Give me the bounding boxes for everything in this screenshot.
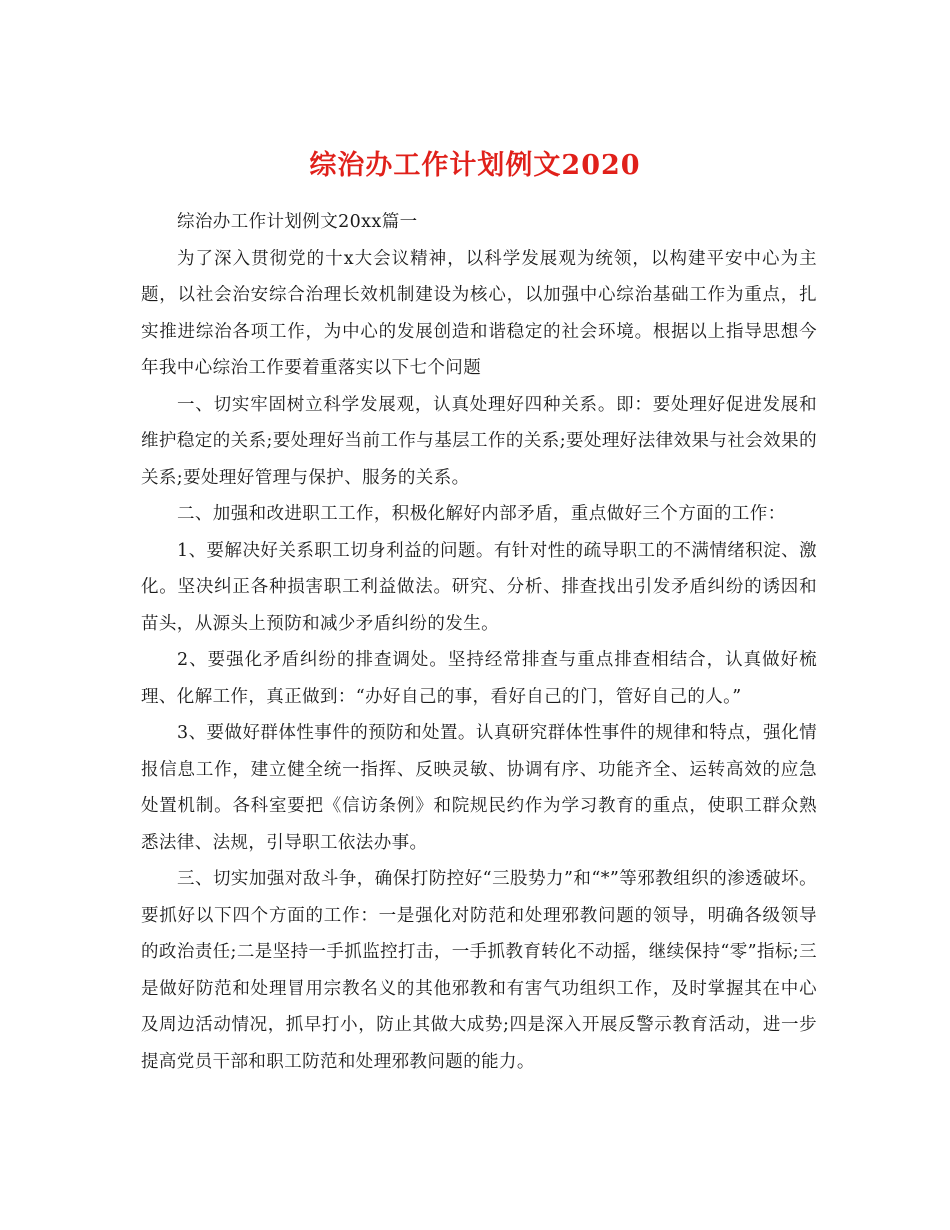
document-body [141,204,817,1080]
section-heading: 综治办工作计划例文20xx篇一 [177,212,418,232]
paragraph-item-3: 3、要做好群体性事件的预防和处置。认真研究群体性事件的规律和特点，强化情报信息工作，建立健全统一指挥、反映灵敏、协调有序、功能齐全、运转高效的应急处置机制。各科室要把《信访条例》和院规民约作为学习教育的重点，使职工群众熟悉法律、法规，引导职工依法办事。 [141,723,817,853]
paragraph-item-1: 1、要解决好关系职工切身利益的问题。有针对性的疏导职工的不满情绪积淀、激化。坚决纠正各种损害职工利益做法。研究、分析、排查找出引发矛盾纠纷的诱因和苗头，从源头上预防和减少矛盾纠纷的发生。 [141,540,817,634]
paragraph-item-2: 2、要强化矛盾纠纷的排查调处。坚持经常排查与重点排查相结合，认真做好梳理、化解工作，真正做到：“办好自己的事，看好自己的门，管好自己的人。” [141,650,817,707]
paragraph-section-2: 二、加强和改进职工工作，积极化解好内部矛盾，重点做好三个方面的工作： [177,504,786,524]
paragraph-intro: 为了深入贯彻党的十x大会议精神，以科学发展观为统领，以构建平安中心为主题，以社会治安综合治理长效机制建设为核心，以加强中心综治基础工作为重点，扎实推进综治各项工作，为中心的发展创造和谐稳定的社会环境。根据以上指导思想今年我中心综治工作要着重落实以下七个问题 [141,248,817,378]
paragraph-section-1: 一、切实牢固树立科学发展观，认真处理好四种关系。即：要处理好促进发展和维护稳定的关系;要处理好当前工作与基层工作的关系;要处理好法律效果与社会效果的关系;要处理好管理与保护、服务的关系。 [141,394,817,488]
document-title: 综治办工作计划例文2020 [309,150,641,182]
paragraph-section-3: 三、切实加强对敌斗争，确保打防控好“三股势力”和“*”等邪教组织的渗透破坏。要抓好以下四个方面的工作：一是强化对防范和处理邪教问题的领导，明确各级领导的政治责任;二是坚持一手抓监控打击，一手抓教育转化不动摇，继续保持“零”指标;三是做好防范和处理冒用宗教名义的其他邪教和有害气功组织工作，及时掌握其在中心及周边活动情况，抓早打小，防止其做大成势;四是深入开展反警示教育活动，进一步提高党员干部和职工防范和处理邪教问题的能力。 [141,869,817,1072]
